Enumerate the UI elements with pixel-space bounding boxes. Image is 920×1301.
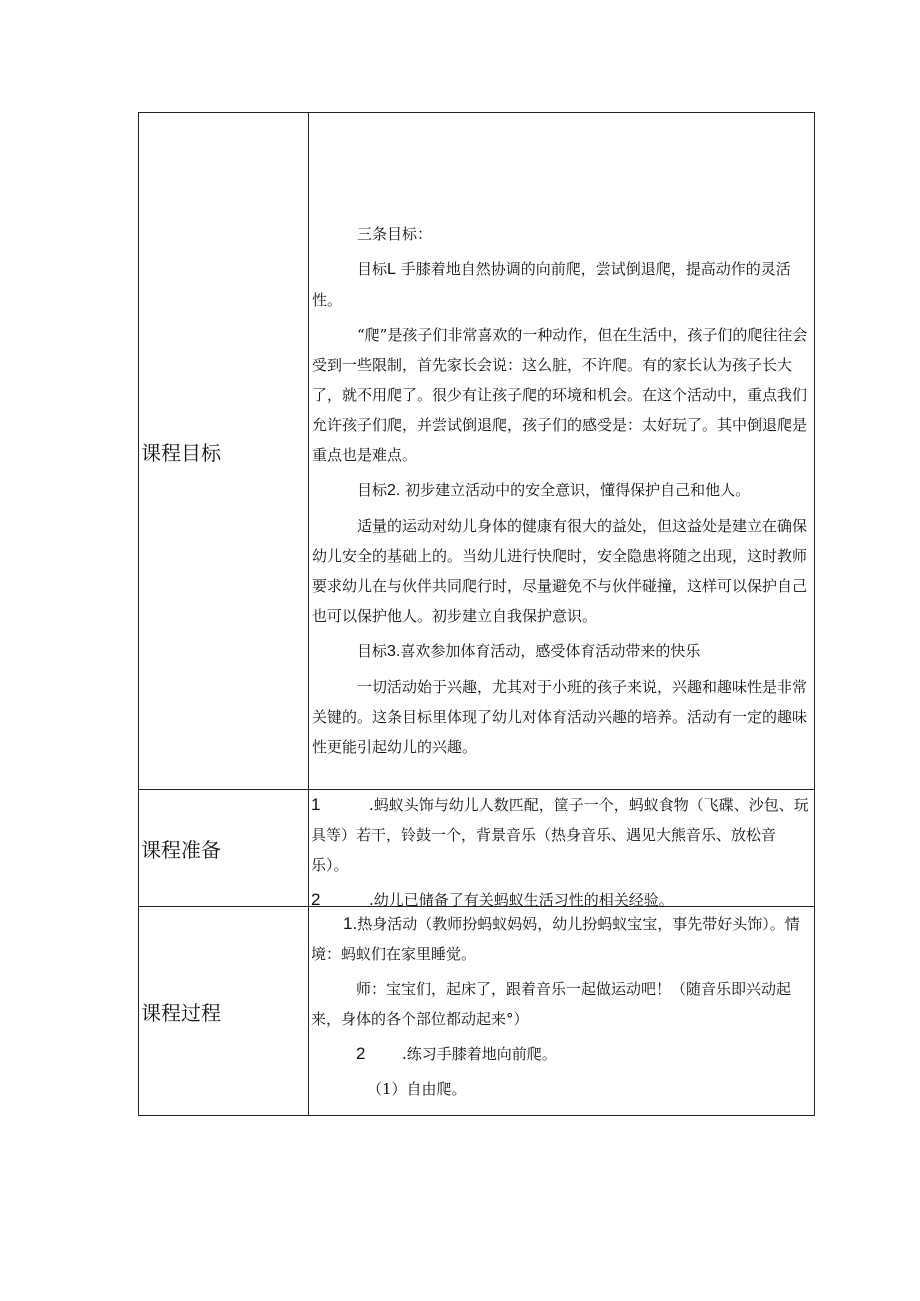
row-label-process: 课程过程 [139, 907, 309, 1116]
table-row-goals [139, 113, 815, 790]
goal-2: 目标2. 初步建立活动中的安全意识，懂得保护自己和他人。 [357, 481, 751, 499]
process-step-2-sub: （1）自由爬。 [367, 1080, 467, 1098]
table-row-process [139, 907, 815, 1116]
prep-item-1: 1 .蚂蚁头饰与幼儿人数匹配，筐子一个，蚂蚁食物（飞碟、沙包、玩具等）若干，铃鼓一个，背景音乐（热身音乐、遇见大熊音乐、放松音乐）。 [311, 795, 809, 874]
row-label-preparation: 课程准备 [139, 790, 309, 907]
row-content-preparation [309, 790, 815, 907]
table-row-preparation [139, 790, 815, 907]
goals-intro: 三条目标： [357, 225, 433, 243]
row-content-goals [309, 113, 815, 790]
prep-item-2: 2 .幼儿已储备了有关蚂蚁生活习性的相关经验。 [311, 890, 674, 909]
goal-3: 目标3.喜欢参加体育活动，感受体育活动带来的快乐 [357, 642, 701, 660]
process-step-2: 2 .练习手膝着地向前爬。 [356, 1044, 557, 1063]
goal-1: 目标L 手膝着地自然协调的向前爬，尝试倒退爬，提高动作的灵活性。 [312, 260, 791, 309]
process-step-1: 1.热身活动（教师扮蚂蚁妈妈，幼儿扮蚂蚁宝宝，事先带好头饰）。情境：蚂蚁们在家里睡觉。 [311, 914, 800, 963]
row-label-goals: 课程目标 [139, 113, 309, 790]
process-step-1-dialogue: 师：宝宝们，起床了，跟着音乐一起做运动吧！（随音乐即兴动起来，身体的各个部位都动起来°） [311, 980, 792, 1028]
goal-3-explanation: 一切活动始于兴趣，尤其对于小班的孩子来说，兴趣和趣味性是非常关键的。这条目标里体现了幼儿对体育活动兴趣的培养。活动有一定的趣味性更能引起幼儿的兴趣。 [312, 678, 808, 756]
goal-2-explanation: 适量的运动对幼儿身体的健康有很大的益处，但这益处是建立在确保幼儿安全的基础上的。当幼儿进行快爬时，安全隐患将随之出现，这时教师要求幼儿在与伙伴共同爬行时，尽量避免不与伙伴碰撞，这样可以保护自己也可以保护他人。初步建立自我保护意识。 [312, 517, 808, 625]
lesson-plan-table [138, 112, 815, 1116]
goal-1-explanation: “爬”是孩子们非常喜欢的一种动作，但在生活中，孩子们的爬往往会受到一些限制，首先家长会说：这么脏，不许爬。有的家长认为孩子长大了，就不用爬了。很少有让孩子爬的环境和机会。在这个活动中，重点我们允许孩子们爬，并尝试倒退爬，孩子们的感受是：太好玩了。其中倒退爬是重点也是难点。 [312, 326, 808, 464]
row-content-process [309, 907, 815, 1116]
